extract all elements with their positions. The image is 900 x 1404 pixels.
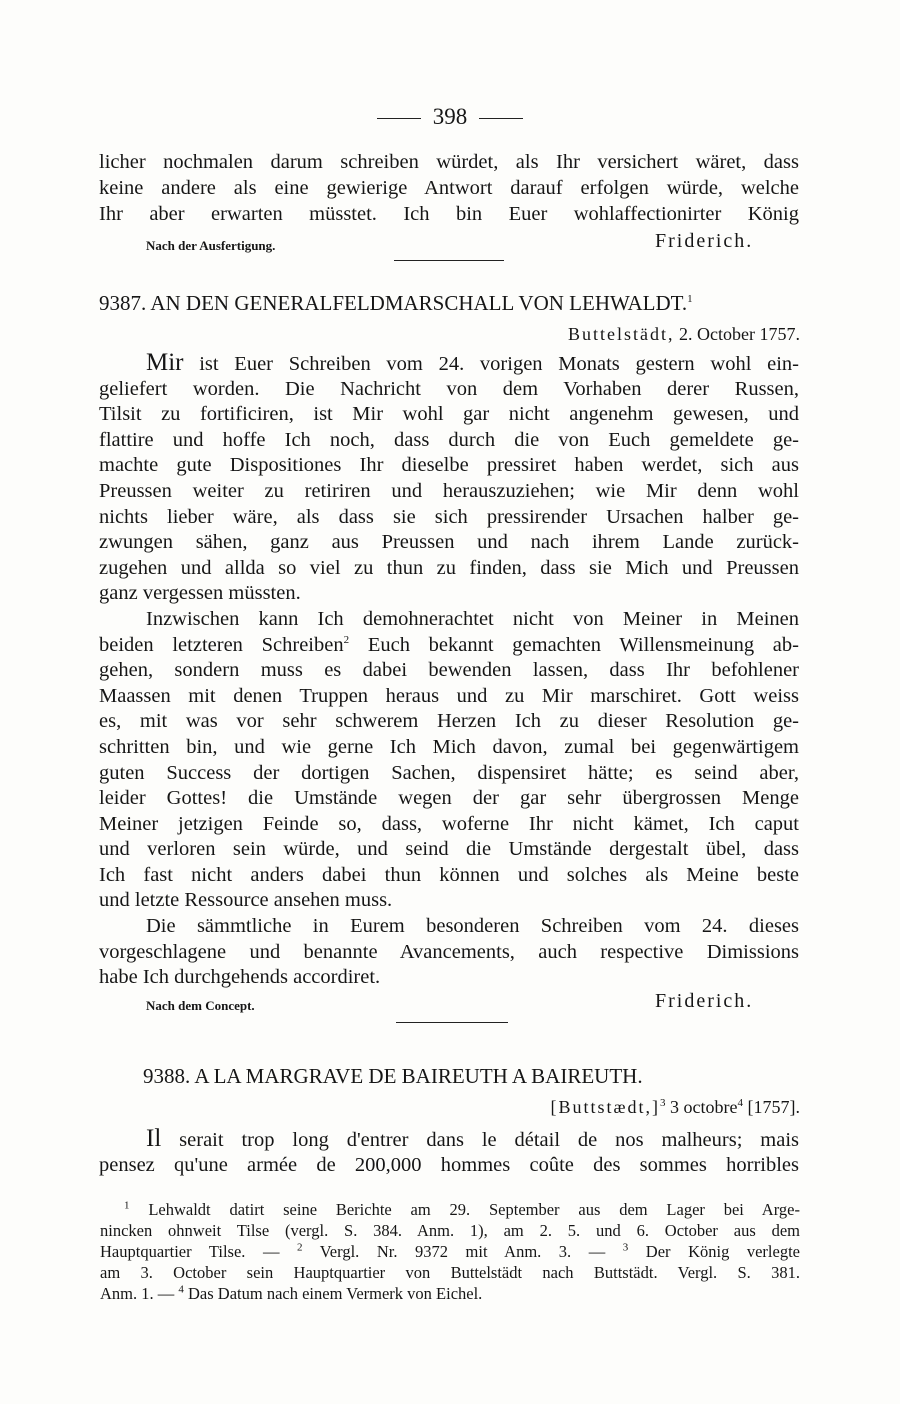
footnote-line: nincken ohnweit Tilse (vergl. S. 384. Anm. 1), am 2. 5. und 6. October aus dem — [100, 1221, 800, 1240]
page-number-value: 398 — [432, 104, 468, 129]
text-line: und verloren sein würde, und seind die Umstände dergestalt übel, dass — [99, 838, 799, 860]
prev-letter-line: licher nochmalen darum schreiben würdet, als Ihr versichert wäret, dass — [99, 151, 799, 173]
text-line: Meiner jetzigen Feinde so, dass, woferne Ihr nicht kämet, Ich caput — [99, 813, 799, 835]
text-line: nichts lieber wäre, als dass sie sich pressirender Ursachen halber ge- — [99, 506, 799, 528]
text-line: geliefert worden. Die Nachricht von dem Vorhaben derer Russen, — [99, 378, 799, 400]
prev-letter-line: Ihr aber erwarten müsstet. Ich bin Euer wohlaffectionirter König — [99, 203, 799, 225]
footnote-ref: 2 — [343, 634, 350, 647]
letter-place: [Buttstædt,] — [550, 1097, 661, 1117]
text-line: Maassen mit denen Truppen heraus und zu Mir marschiret. Gott weiss — [99, 685, 799, 707]
text-line: guten Success der dortigen Sachen, dispensiret hätte; es seind aber, — [99, 762, 799, 784]
text-line: pensez qu'une armée de 200,000 hommes coûte des sommes horribles — [99, 1154, 799, 1176]
letter-number: 9387. — [99, 291, 147, 315]
text-line: habe Ich durchgehends accordiret. — [99, 966, 381, 988]
text-line: es, mit was vor sehr schwerem Herzen Ich zu dieser Resolution ge- — [99, 710, 799, 732]
footnote-line: Hauptquartier Tilse. — $^2$ Vergl. Nr. 9372 mit Anm. 3. — $^3$ Der König verlegte — [100, 1241, 800, 1261]
text-line: beiden letzteren Schreiben$^2$ Euch bekannt gemachten Willensmeinung ab- — [99, 634, 799, 656]
prev-letter-line: keine andere als eine gewierige Antwort darauf erfolgen würde, welche — [99, 177, 799, 199]
section-divider — [396, 1022, 508, 1023]
letter-9387-signature: Friderich. — [655, 990, 754, 1012]
paragraph-first-line: Die sämmtliche in Eurem besonderen Schreiben vom 24. dieses — [146, 915, 799, 937]
text-line: ganz vergessen müssten. — [99, 582, 301, 604]
text-line: Preussen weiter zu retiriren und herauszuziehen; wie Mir denn wohl — [99, 480, 799, 502]
letter-addressee: AN DEN GENERALFELDMARSCHALL VON LEHWALDT. — [150, 291, 688, 315]
prev-letter-signature: Friderich. — [655, 230, 754, 252]
footnote-line: am 3. October sein Hauptquartier von Buttelstädt nach Buttstädt. Vergl. S. 381. — [100, 1263, 800, 1282]
letter-9387-source-note: Nach dem Concept. — [146, 998, 255, 1013]
text-line: leider Gottes! die Umstände wegen der gar sehr übergrossen Menge — [99, 787, 799, 809]
text-line: Tilsit zu fortificiren, ist Mir wohl gar nicht angenehm gewesen, und — [99, 403, 799, 425]
footnote-mark: 1 — [124, 1199, 130, 1212]
text-line: schritten bin, und wie gerne Ich Mich davon, zumal bei gegenwärtigem — [99, 736, 799, 758]
page-number-right-dash — [479, 118, 523, 119]
text-line: zwungen sähen, ganz aus Preussen und nach ihrem Lande zurück- — [99, 531, 799, 553]
text-line: gehen, sondern muss es dabei bewenden lassen, dass Ihr befohlener — [99, 659, 799, 681]
section-divider — [394, 260, 504, 261]
text-line: flattire und hoffe Ich noch, dass durch die von Euch gemeldete ge- — [99, 429, 799, 451]
letter-9388-place-date — [551, 1097, 801, 1118]
text-line: machte gute Dispositiones Ihr dieselbe pressiret haben werdet, sich aus — [99, 454, 799, 476]
text-line: zugehen und allda so viel zu thun zu finden, dass sie Mich und Preussen — [99, 557, 799, 579]
page-number-left-dash — [377, 118, 421, 119]
footnote-ref: 4 — [737, 1097, 743, 1109]
letter-9388-heading — [143, 1064, 643, 1089]
footnote-mark: 4 — [178, 1283, 184, 1296]
text-line: Ich fast nicht anders dabei thun können und solches als Meine beste — [99, 864, 799, 886]
letter-date: 3 octobre — [670, 1097, 738, 1117]
text-line: vorgeschlagene und benannte Avancements, auch respective Dimissions — [99, 941, 799, 963]
footnote-mark: 3 — [622, 1241, 629, 1254]
footnote-line: $^1$ Lehwaldt datirt seine Berichte am 29. September aus dem Lager bei Arge- — [124, 1199, 800, 1219]
initial-word: Mir — [146, 349, 184, 376]
paragraph-first-line: Inzwischen kann Ich demohnerachtet nicht von Meiner in Meinen — [146, 608, 799, 630]
letter-date: 2. October 1757. — [679, 324, 800, 344]
footnote-mark: 2 — [296, 1241, 303, 1254]
prev-letter-source-note: Nach der Ausfertigung. — [146, 238, 276, 253]
letter-9387-place-date — [568, 324, 800, 345]
paragraph-first-line: Mir ist Euer Schreiben vom 24. vorigen Monats gestern wohl ein- — [146, 349, 799, 376]
letter-addressee: A LA MARGRAVE DE BAIREUTH A BAIREUTH. — [194, 1064, 643, 1088]
text-line: und letzte Ressource ansehen muss. — [99, 889, 393, 911]
page-number — [0, 104, 900, 130]
letter-9387-heading — [99, 291, 693, 316]
footnote-line: Anm. 1. — $^4$ Das Datum nach einem Vermerk von Eichel. — [100, 1283, 483, 1303]
paragraph-first-line: Il serait trop long d'entrer dans le détail de nos malheurs; mais — [146, 1125, 799, 1152]
letter-year: [1757]. — [747, 1097, 800, 1117]
letter-place: Buttelstädt, — [568, 324, 675, 344]
letter-number: 9388. — [143, 1064, 191, 1088]
footnote-ref: 3 — [660, 1097, 666, 1109]
initial-word: Il — [146, 1125, 162, 1152]
footnote-ref: 1 — [687, 293, 693, 305]
